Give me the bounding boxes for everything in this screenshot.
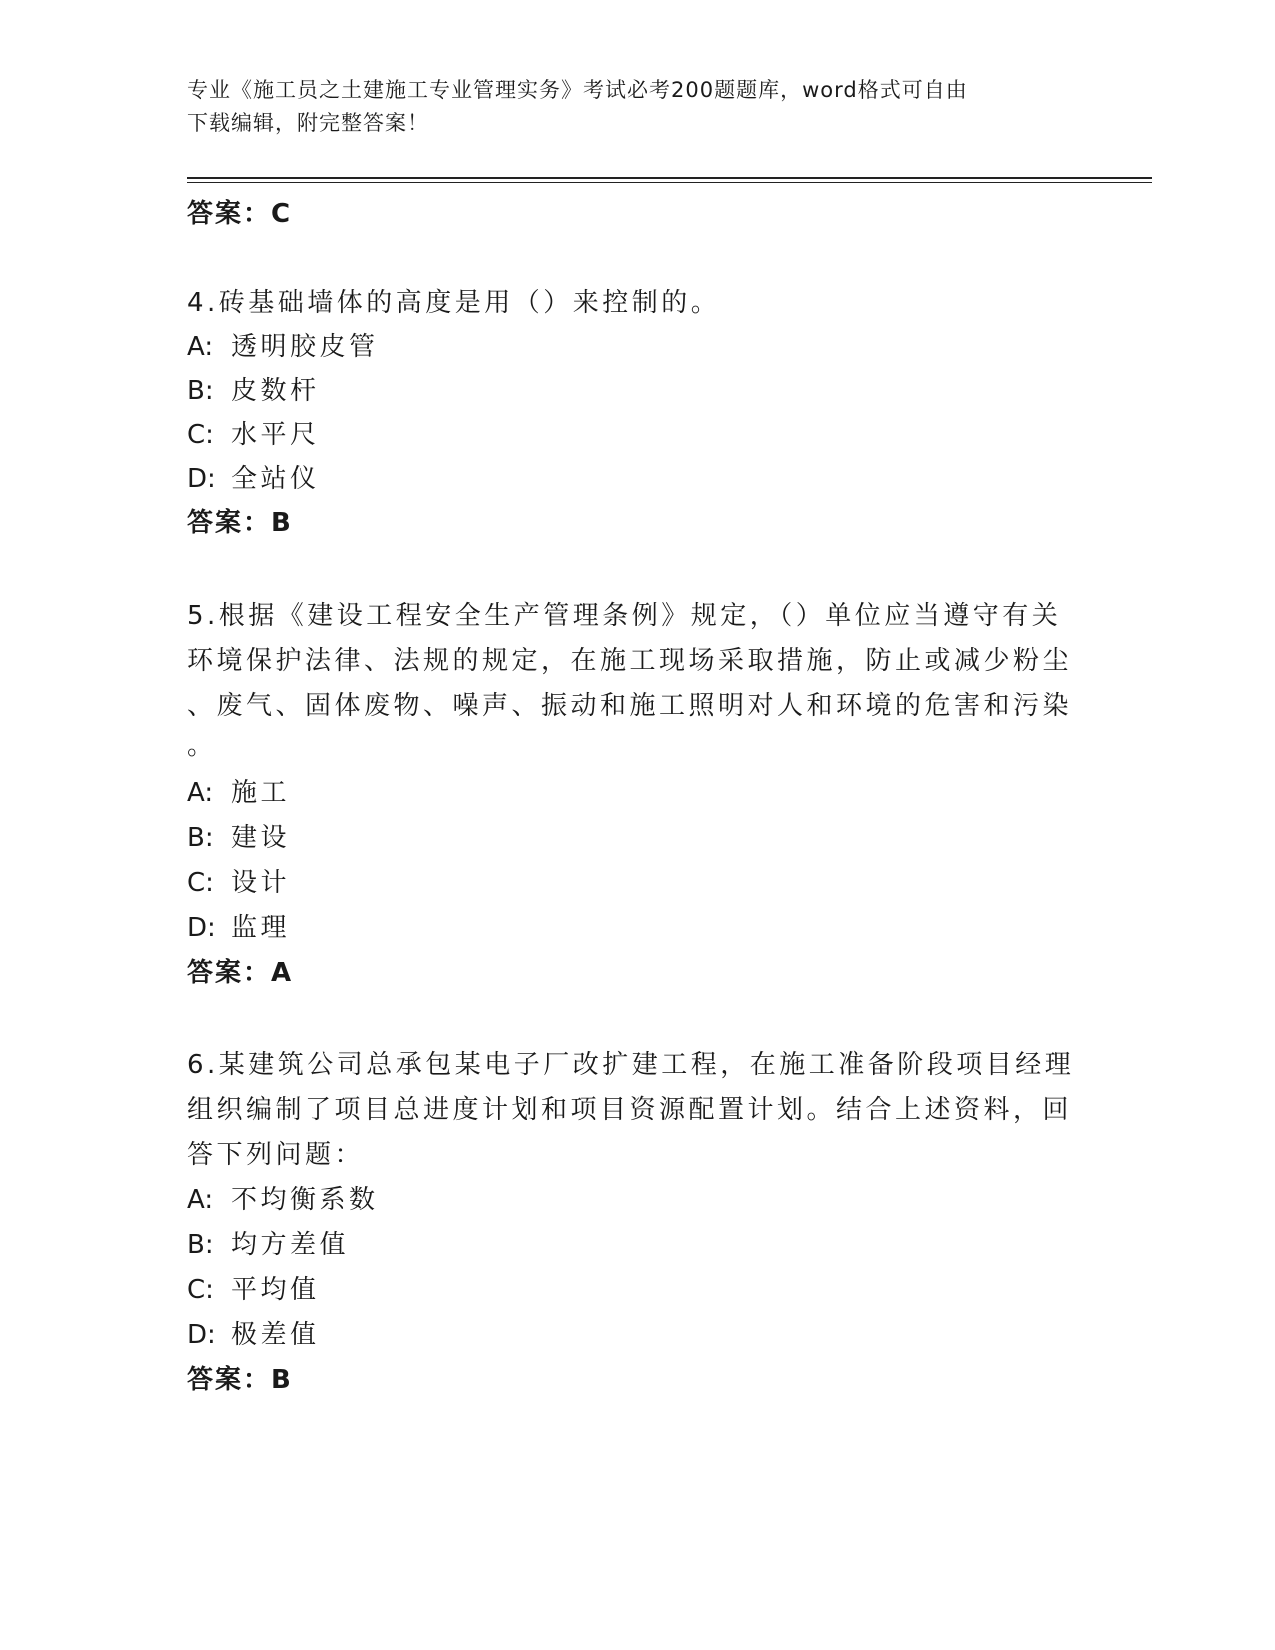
option-text: 透明胶皮管 <box>231 332 379 362</box>
option-letter: A: <box>187 332 214 362</box>
option-text: 平均值 <box>231 1275 320 1305</box>
option-letter: C: <box>187 868 214 898</box>
option-letter: B: <box>187 1230 214 1260</box>
question-5-stem-line-3: 、废气、固体废物、噪声、振动和施工照明对人和环境的危害和污染 <box>187 691 1073 721</box>
question-6-stem-line-3: 答下列问题： <box>187 1140 365 1170</box>
question-4-option-d <box>187 458 320 495</box>
option-letter: D: <box>187 1320 216 1350</box>
question-4-option-b <box>187 370 320 407</box>
question-5-stem-line-4: 。 <box>187 731 217 761</box>
option-text: 极差值 <box>231 1320 320 1350</box>
question-4-answer: 答案：B <box>187 508 293 538</box>
option-letter: C: <box>187 420 214 450</box>
option-text: 全站仪 <box>231 464 320 494</box>
header-line-1: 专业《施工员之土建施工专业管理实务》考试必考200题题库，word格式可自由 <box>187 78 968 102</box>
question-4-option-c <box>187 414 320 451</box>
option-letter: B: <box>187 376 214 406</box>
option-letter: C: <box>187 1275 214 1305</box>
option-letter: D: <box>187 464 216 494</box>
question-5-stem-line-1: 5.根据《建设工程安全生产管理条例》规定，（）单位应当遵守有关 <box>187 601 1062 631</box>
header-rule-thin <box>187 182 1152 183</box>
option-text: 监理 <box>231 913 291 943</box>
question-5-option-d <box>187 907 290 944</box>
option-letter: A: <box>187 1185 214 1215</box>
question-5-option-b <box>187 817 290 854</box>
question-6-stem-line-1: 6.某建筑公司总承包某电子厂改扩建工程，在施工准备阶段项目经理 <box>187 1050 1075 1080</box>
question-6-stem-line-2: 组织编制了项目总进度计划和项目资源配置计划。结合上述资料，回 <box>187 1095 1073 1125</box>
option-text: 水平尺 <box>231 420 320 450</box>
header-line-2: 下载编辑，附完整答案！ <box>187 111 429 135</box>
question-5-answer: 答案：A <box>187 958 294 988</box>
question-4-option-a <box>187 326 379 363</box>
option-text: 不均衡系数 <box>231 1185 379 1215</box>
previous-answer: 答案：C <box>187 199 293 229</box>
option-letter: B: <box>187 823 214 853</box>
option-text: 皮数杆 <box>231 376 320 406</box>
option-text: 建设 <box>231 823 291 853</box>
question-4-stem: 4.砖基础墙体的高度是用（）来控制的。 <box>187 288 721 318</box>
header-rule-thick <box>187 177 1152 179</box>
question-5-stem-line-2: 环境保护法律、法规的规定，在施工现场采取措施，防止或减少粉尘 <box>187 646 1073 676</box>
document-header <box>187 74 1067 140</box>
option-text: 施工 <box>231 778 291 808</box>
question-6-answer: 答案：B <box>187 1365 293 1395</box>
question-6-option-c <box>187 1269 320 1306</box>
option-letter: D: <box>187 913 216 943</box>
question-5-option-c <box>187 862 290 899</box>
option-text: 设计 <box>231 868 291 898</box>
option-letter: A: <box>187 778 214 808</box>
question-5-option-a <box>187 772 290 809</box>
question-6-option-b <box>187 1224 349 1261</box>
option-text: 均方差值 <box>231 1230 350 1260</box>
question-6-option-a <box>187 1179 379 1216</box>
question-6-option-d <box>187 1314 320 1351</box>
